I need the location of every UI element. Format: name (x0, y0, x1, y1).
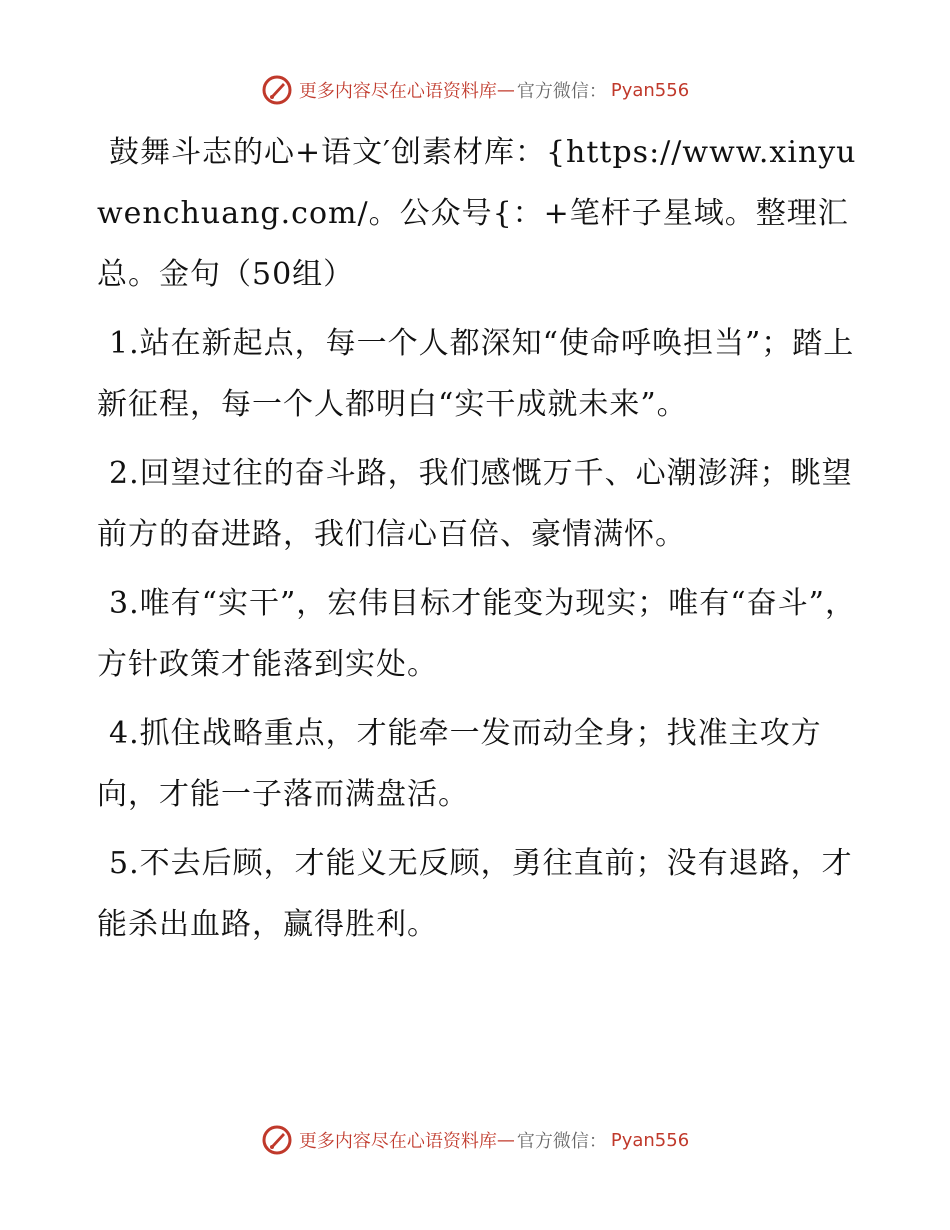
banner-wechat-label: 官方微信： (516, 1131, 607, 1152)
quote-item-2: 2.回望过往的奋斗路，我们感慨万千、心潮澎湃；眺望前方的奋进路，我们信心百倍、豪情满怀。 (97, 456, 853, 552)
banner-main-text: 更多内容尽在心语资料库 (298, 81, 497, 102)
quote-item-3: 3.唯有“实干”，宏伟目标才能变为现实；唯有“奋斗”，方针政策才能落到实处。 (97, 586, 856, 682)
banner-wechat-label: 官方微信： (516, 81, 607, 102)
banner-wechat-id: Pyan556 (610, 1129, 690, 1151)
document-body (97, 122, 857, 963)
banner-separator: — (496, 79, 515, 101)
quill-seal-icon (261, 74, 293, 106)
header-banner (0, 70, 950, 110)
banner-separator: — (496, 1129, 515, 1151)
quote-item-5: 5.不去后顾，才能义无反顾，勇往直前；没有退路，才能杀出血路，赢得胜利。 (97, 846, 853, 942)
banner-wechat-id: Pyan556 (610, 79, 690, 101)
banner-main-text: 更多内容尽在心语资料库 (298, 1131, 497, 1152)
intro-paragraph: 鼓舞斗志的心+语文′创素材库：{https://www.xinyuwenchuang.com/。公众号{：+笔杆子星域。整理汇总。金句（50组） (97, 135, 857, 292)
footer-banner (0, 1120, 950, 1160)
quote-item-1: 1.站在新起点，每一个人都深知“使命呼唤担当”；踏上新征程，每一个人都明白“实干成就未来”。 (97, 326, 855, 422)
quill-seal-icon (261, 1124, 293, 1156)
quote-item-4: 4.抓住战略重点，才能牵一发而动全身；找准主攻方向，才能一子落而满盘活。 (97, 716, 822, 812)
